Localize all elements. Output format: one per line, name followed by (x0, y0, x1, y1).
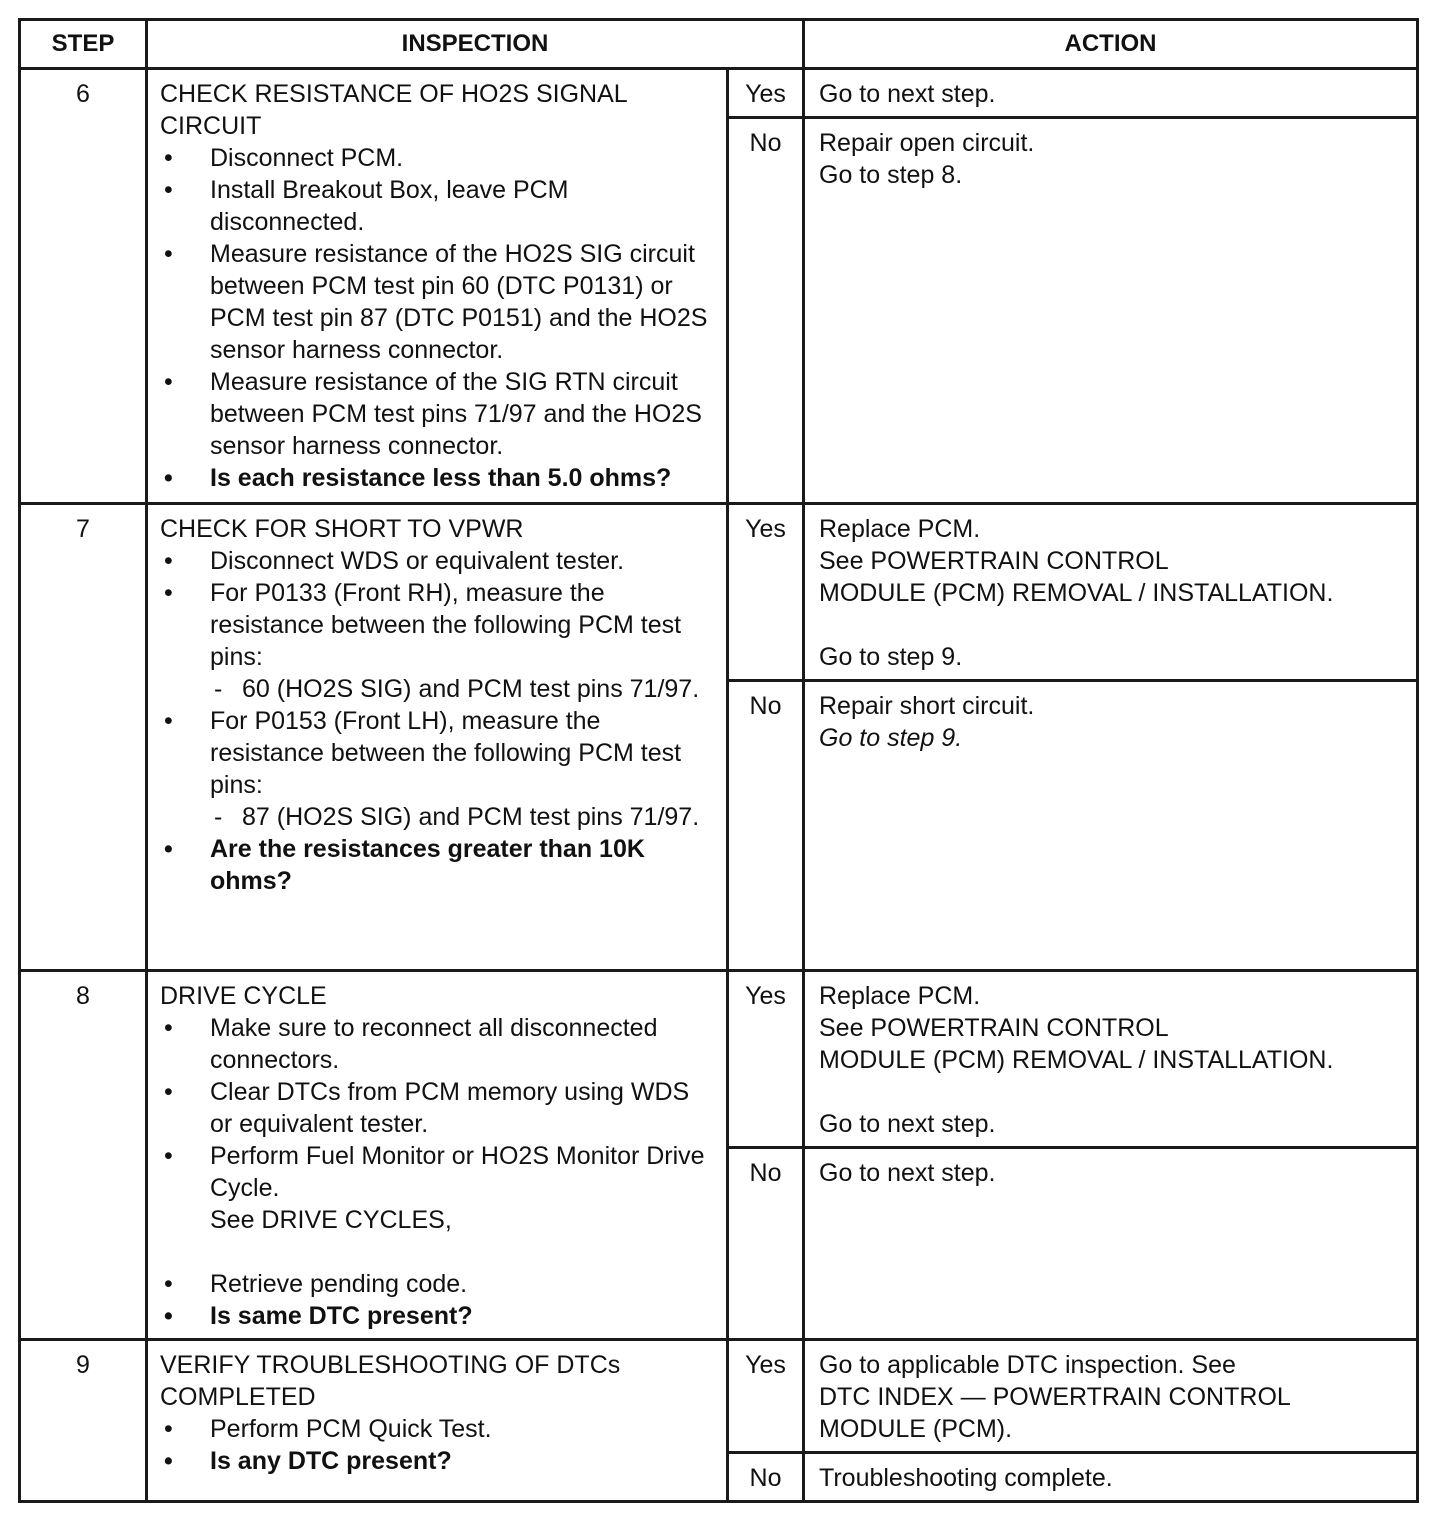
no-action (804, 1148, 1418, 1340)
inspection-title: VERIFY TROUBLESHOOTING OF DTCs COMPLETED (160, 1351, 621, 1411)
question-item: • Are the resistances greater than 10K ohms? (160, 833, 716, 897)
question-item: • Is each resistance less than 5.0 ohms? (160, 462, 716, 494)
yes-label: Yes (728, 971, 804, 1148)
bullet-item (160, 705, 716, 833)
bullet-text: For P0133 (Front RH), measure the resistance between the following PCM test pins: (210, 579, 682, 671)
action-line: Go to next step. (819, 1110, 996, 1138)
action-line: See POWERTRAIN CONTROL (819, 547, 1169, 575)
no-action (804, 1453, 1418, 1502)
step-row (20, 504, 1418, 681)
step-number: 9 (20, 1340, 147, 1502)
action-line: Go to next step. (819, 1159, 996, 1187)
yes-action (804, 69, 1418, 118)
action-line: MODULE (PCM) REMOVAL / INSTALLATION. (819, 579, 1334, 607)
no-action (804, 118, 1418, 504)
inspection-cell (147, 971, 728, 1340)
no-label: No (728, 1148, 804, 1340)
inspection-title: CHECK RESISTANCE OF HO2S SIGNAL CIRCUIT (160, 80, 627, 140)
action-line: Go to applicable DTC inspection. See (819, 1351, 1236, 1379)
action-line: Replace PCM. (819, 515, 981, 543)
action-line: Replace PCM. (819, 982, 981, 1010)
action-line: MODULE (PCM). (819, 1415, 1013, 1443)
action-line: Go to step 8. (819, 161, 963, 189)
bullet-text: For P0153 (Front LH), measure the resistance between the following PCM test pins: (210, 707, 682, 799)
yes-label: Yes (728, 504, 804, 681)
header-action: ACTION (804, 20, 1418, 69)
question-item: • Is any DTC present? (160, 1445, 716, 1477)
step-number: 6 (20, 69, 147, 504)
action-line: DTC INDEX — POWERTRAIN CONTROL (819, 1383, 1291, 1411)
action-line: See POWERTRAIN CONTROL (819, 1014, 1169, 1042)
action-line: Go to step 9. (819, 724, 963, 752)
bullet-item: • Make sure to reconnect all disconnected connectors. (160, 1012, 716, 1076)
bullet-text: See DRIVE CYCLES, (210, 1206, 452, 1234)
inspection-title: CHECK FOR SHORT TO VPWR (160, 515, 524, 543)
bullet-item: • Clear DTCs from PCM memory using WDS or equivalent tester. (160, 1076, 716, 1140)
action-line: Repair short circuit. (819, 692, 1035, 720)
inspection-cell (147, 504, 728, 971)
diagnostic-table (18, 18, 1419, 1503)
step-row (20, 69, 1418, 118)
action-line: Go to step 9. (819, 643, 963, 671)
yes-action (804, 504, 1418, 681)
action-line: Repair open circuit. (819, 129, 1035, 157)
yes-action (804, 1340, 1418, 1453)
bullet-item (160, 1140, 716, 1268)
inspection-title: DRIVE CYCLE (160, 982, 327, 1010)
action-line: MODULE (PCM) REMOVAL / INSTALLATION. (819, 1046, 1334, 1074)
yes-action (804, 971, 1418, 1148)
no-label: No (728, 681, 804, 971)
bullet-item: • Disconnect WDS or equivalent tester. (160, 545, 716, 577)
header-step: STEP (20, 20, 147, 69)
action-line: Go to next step. (819, 80, 996, 108)
sub-item: - 60 (HO2S SIG) and PCM test pins 71/97. (210, 673, 716, 705)
bullet-item (160, 577, 716, 705)
step-row (20, 971, 1418, 1148)
bullet-item: • Measure resistance of the SIG RTN circuit between PCM test pins 71/97 and the HO2S sensor harness connector. (160, 366, 716, 462)
no-label: No (728, 1453, 804, 1502)
header-inspection: INSPECTION (147, 20, 804, 69)
action-line: Troubleshooting complete. (819, 1464, 1113, 1492)
bullet-item: • Disconnect PCM. (160, 142, 716, 174)
no-action (804, 681, 1418, 971)
inspection-cell (147, 1340, 728, 1502)
bullet-item: • Retrieve pending code. (160, 1268, 716, 1300)
step-number: 7 (20, 504, 147, 971)
header-row (20, 20, 1418, 69)
step-number: 8 (20, 971, 147, 1340)
bullet-item: • Perform PCM Quick Test. (160, 1413, 716, 1445)
bullet-item: • Install Breakout Box, leave PCM disconnected. (160, 174, 716, 238)
inspection-cell (147, 69, 728, 504)
yes-label: Yes (728, 1340, 804, 1453)
no-label: No (728, 118, 804, 504)
question-item: • Is same DTC present? (160, 1300, 716, 1332)
yes-label: Yes (728, 69, 804, 118)
sub-item: - 87 (HO2S SIG) and PCM test pins 71/97. (210, 801, 716, 833)
bullet-item: • Measure resistance of the HO2S SIG circuit between PCM test pin 60 (DTC P0131) or PCM test pin 87 (DTC P0151) and the HO2S sensor harness connector. (160, 238, 716, 366)
step-row (20, 1340, 1418, 1453)
bullet-text: • Perform Fuel Monitor or HO2S Monitor Drive Cycle. (210, 1142, 705, 1202)
